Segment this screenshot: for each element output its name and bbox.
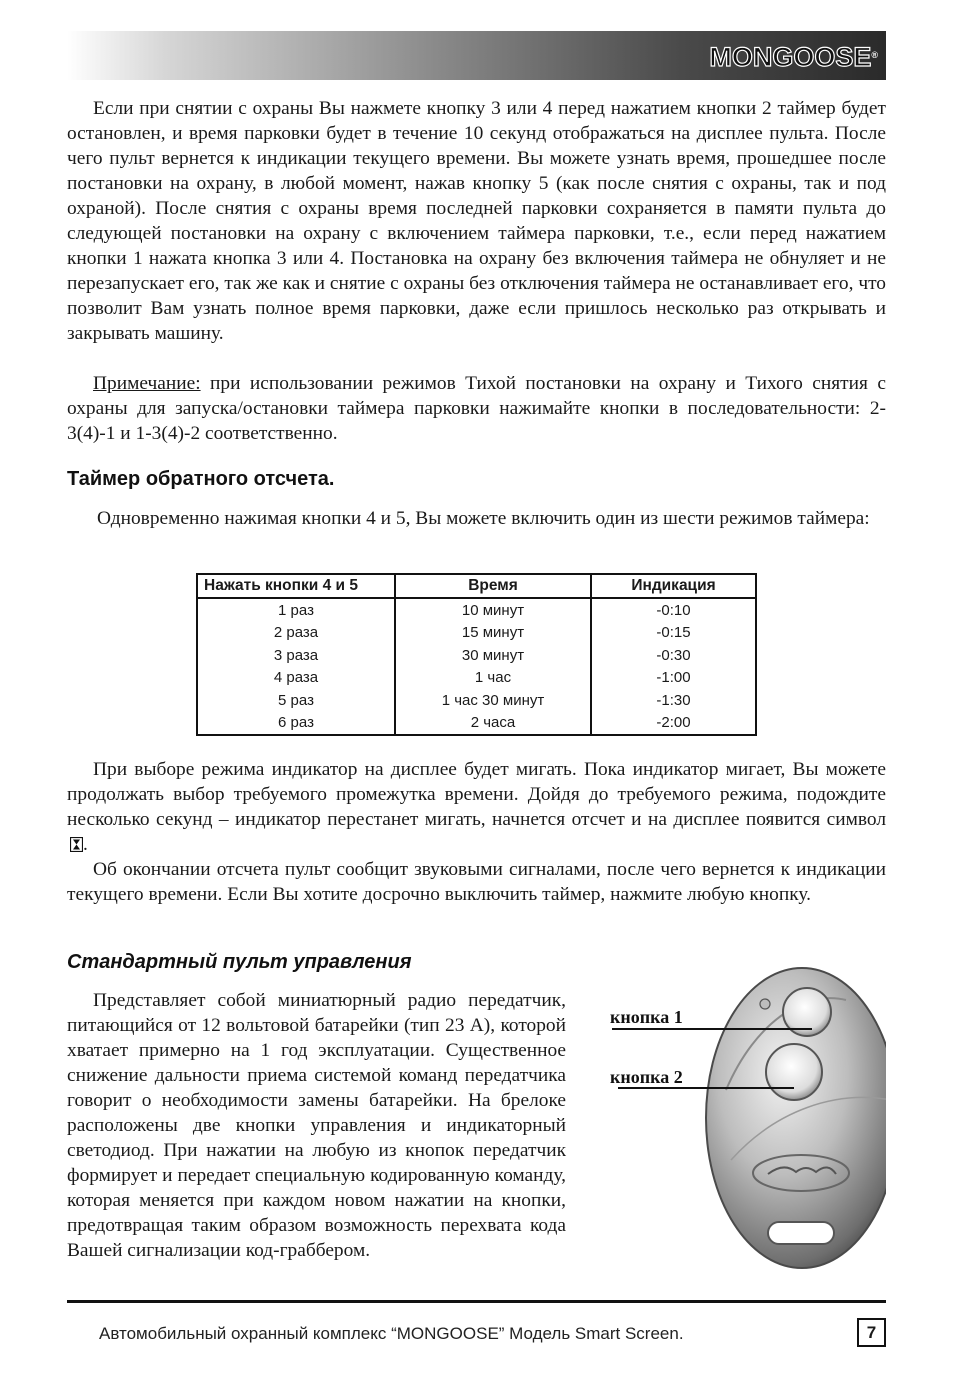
countdown-intro: Одновременно нажимая кнопки 4 и 5, Вы можете включить один из шести режимов таймера:	[97, 508, 870, 529]
column-header: Время	[395, 574, 591, 598]
table-row	[197, 598, 756, 622]
table-row	[197, 689, 756, 712]
table-cell: 1 час	[395, 667, 591, 690]
hourglass-icon	[70, 837, 83, 852]
table-cell: 10 минут	[395, 598, 591, 622]
countdown-heading: Таймер обратного отсчета.	[67, 468, 335, 490]
key-fob-figure	[606, 960, 886, 1280]
remote-heading: Стандартный пульт управления	[67, 951, 412, 973]
page-number: 7	[857, 1318, 886, 1347]
note-label: Примечание:	[93, 373, 201, 394]
timer-modes-table	[196, 573, 757, 736]
button-2-label: кнопка 2	[610, 1067, 683, 1087]
footer-text: Автомобильный охранный комплекс “MONGOOSE” Модель Smart Screen.	[99, 1324, 684, 1343]
button-2-pointer	[618, 1087, 794, 1089]
table-row	[197, 622, 756, 645]
table-cell: 2 часа	[395, 712, 591, 736]
table-cell: 2 раза	[197, 622, 395, 645]
table-cell: -0:10	[591, 598, 756, 622]
remote-description: Представляет собой миниатюрный радио передатчик, питающийся от 12 вольтовой батарейки (тип 23 А), которой хватает примерно на 1 год эксплуатации. Существенное снижение дальности приема системой команд передатчика говорит о необходимости замены батарейки. На брелоке расположены две кнопки управления и индикаторный светодиод. При нажатии на любую из кнопок передатчик формирует и передает специальную кодированную команду, которая меняется при каждом новом нажатии на кнопки, предотвращая таким образом возможность перехвата кода Вашей сигнализации код-граббером.	[67, 990, 566, 1261]
button-1-pointer	[612, 1028, 812, 1030]
table-cell: -1:00	[591, 667, 756, 690]
table-cell: -2:00	[591, 712, 756, 736]
table-cell: 15 минут	[395, 622, 591, 645]
note-paragraph: Примечание: при использовании режимов Тихой постановки на охрану и Тихого снятия с охраны для запуска/остановки таймера парковки нажимайте кнопки в последовательности: 2-3(4)-1 и 1-3(4)-2 соответственно.	[67, 373, 886, 444]
table-cell: -0:30	[591, 644, 756, 667]
blink-paragraph: При выборе режима индикатор на дисплее будет мигать. Пока индикатор мигает, Вы можете продолжать выбор требуемого промежутка времени. Дойдя до требуемого режима, подождите несколько секунд – индикатор перестанет мигать, начнется отсчет и на дисплее появится символ .	[67, 759, 886, 855]
table-cell: -0:15	[591, 622, 756, 645]
button-1-label: кнопка 1	[610, 1007, 683, 1027]
table-header-row	[197, 574, 756, 598]
table-cell: 1 час 30 минут	[395, 689, 591, 712]
table-cell: 30 минут	[395, 644, 591, 667]
end-paragraph: Об окончании отсчета пульт сообщит звуковыми сигналами, после чего вернется к индикации текущего времени. Если Вы хотите досрочно выключить таймер, нажмите любую кнопку.	[67, 859, 886, 905]
footer-rule	[67, 1300, 886, 1303]
table-row	[197, 712, 756, 736]
column-header: Нажать кнопки 4 и 5	[197, 574, 395, 598]
header-bar	[67, 31, 886, 80]
table-row	[197, 667, 756, 690]
table-cell: 6 раз	[197, 712, 395, 736]
intro-paragraph: Если при снятии с охраны Вы нажмете кнопку 3 или 4 перед нажатием кнопки 2 таймер будет остановлен, и время парковки будет в течение 10 секунд отображаться на дисплее пульта. После чего пульт вернется к индикации текущего времени. Вы можете узнать время, прошедшее после постановки на охрану, в любой момент, нажав кнопку 5 (как после снятия с охраны, так и под охраной). После снятия с охраны время последней парковки сохраняется в памяти пульта до следующей постановки на охрану с включением таймера парковки, т.е., если перед нажатием кнопки 1 нажата кнопка 3 или 4. Постановка на охрану без включения таймера не обнуляет и не перезапускает его, так же как и снятие с охраны без отключения таймера не останавливает его, что позволит Вам узнать полное время парковки, даже если пришлось несколько раз открывать и закрывать машину.	[67, 98, 886, 344]
table-cell: -1:30	[591, 689, 756, 712]
table-cell: 3 раза	[197, 644, 395, 667]
table-cell: 1 раз	[197, 598, 395, 622]
column-header: Индикация	[591, 574, 756, 598]
table-row	[197, 644, 756, 667]
table-cell: 5 раз	[197, 689, 395, 712]
brand-logo: MONGOOSE®	[709, 42, 878, 72]
table-cell: 4 раза	[197, 667, 395, 690]
